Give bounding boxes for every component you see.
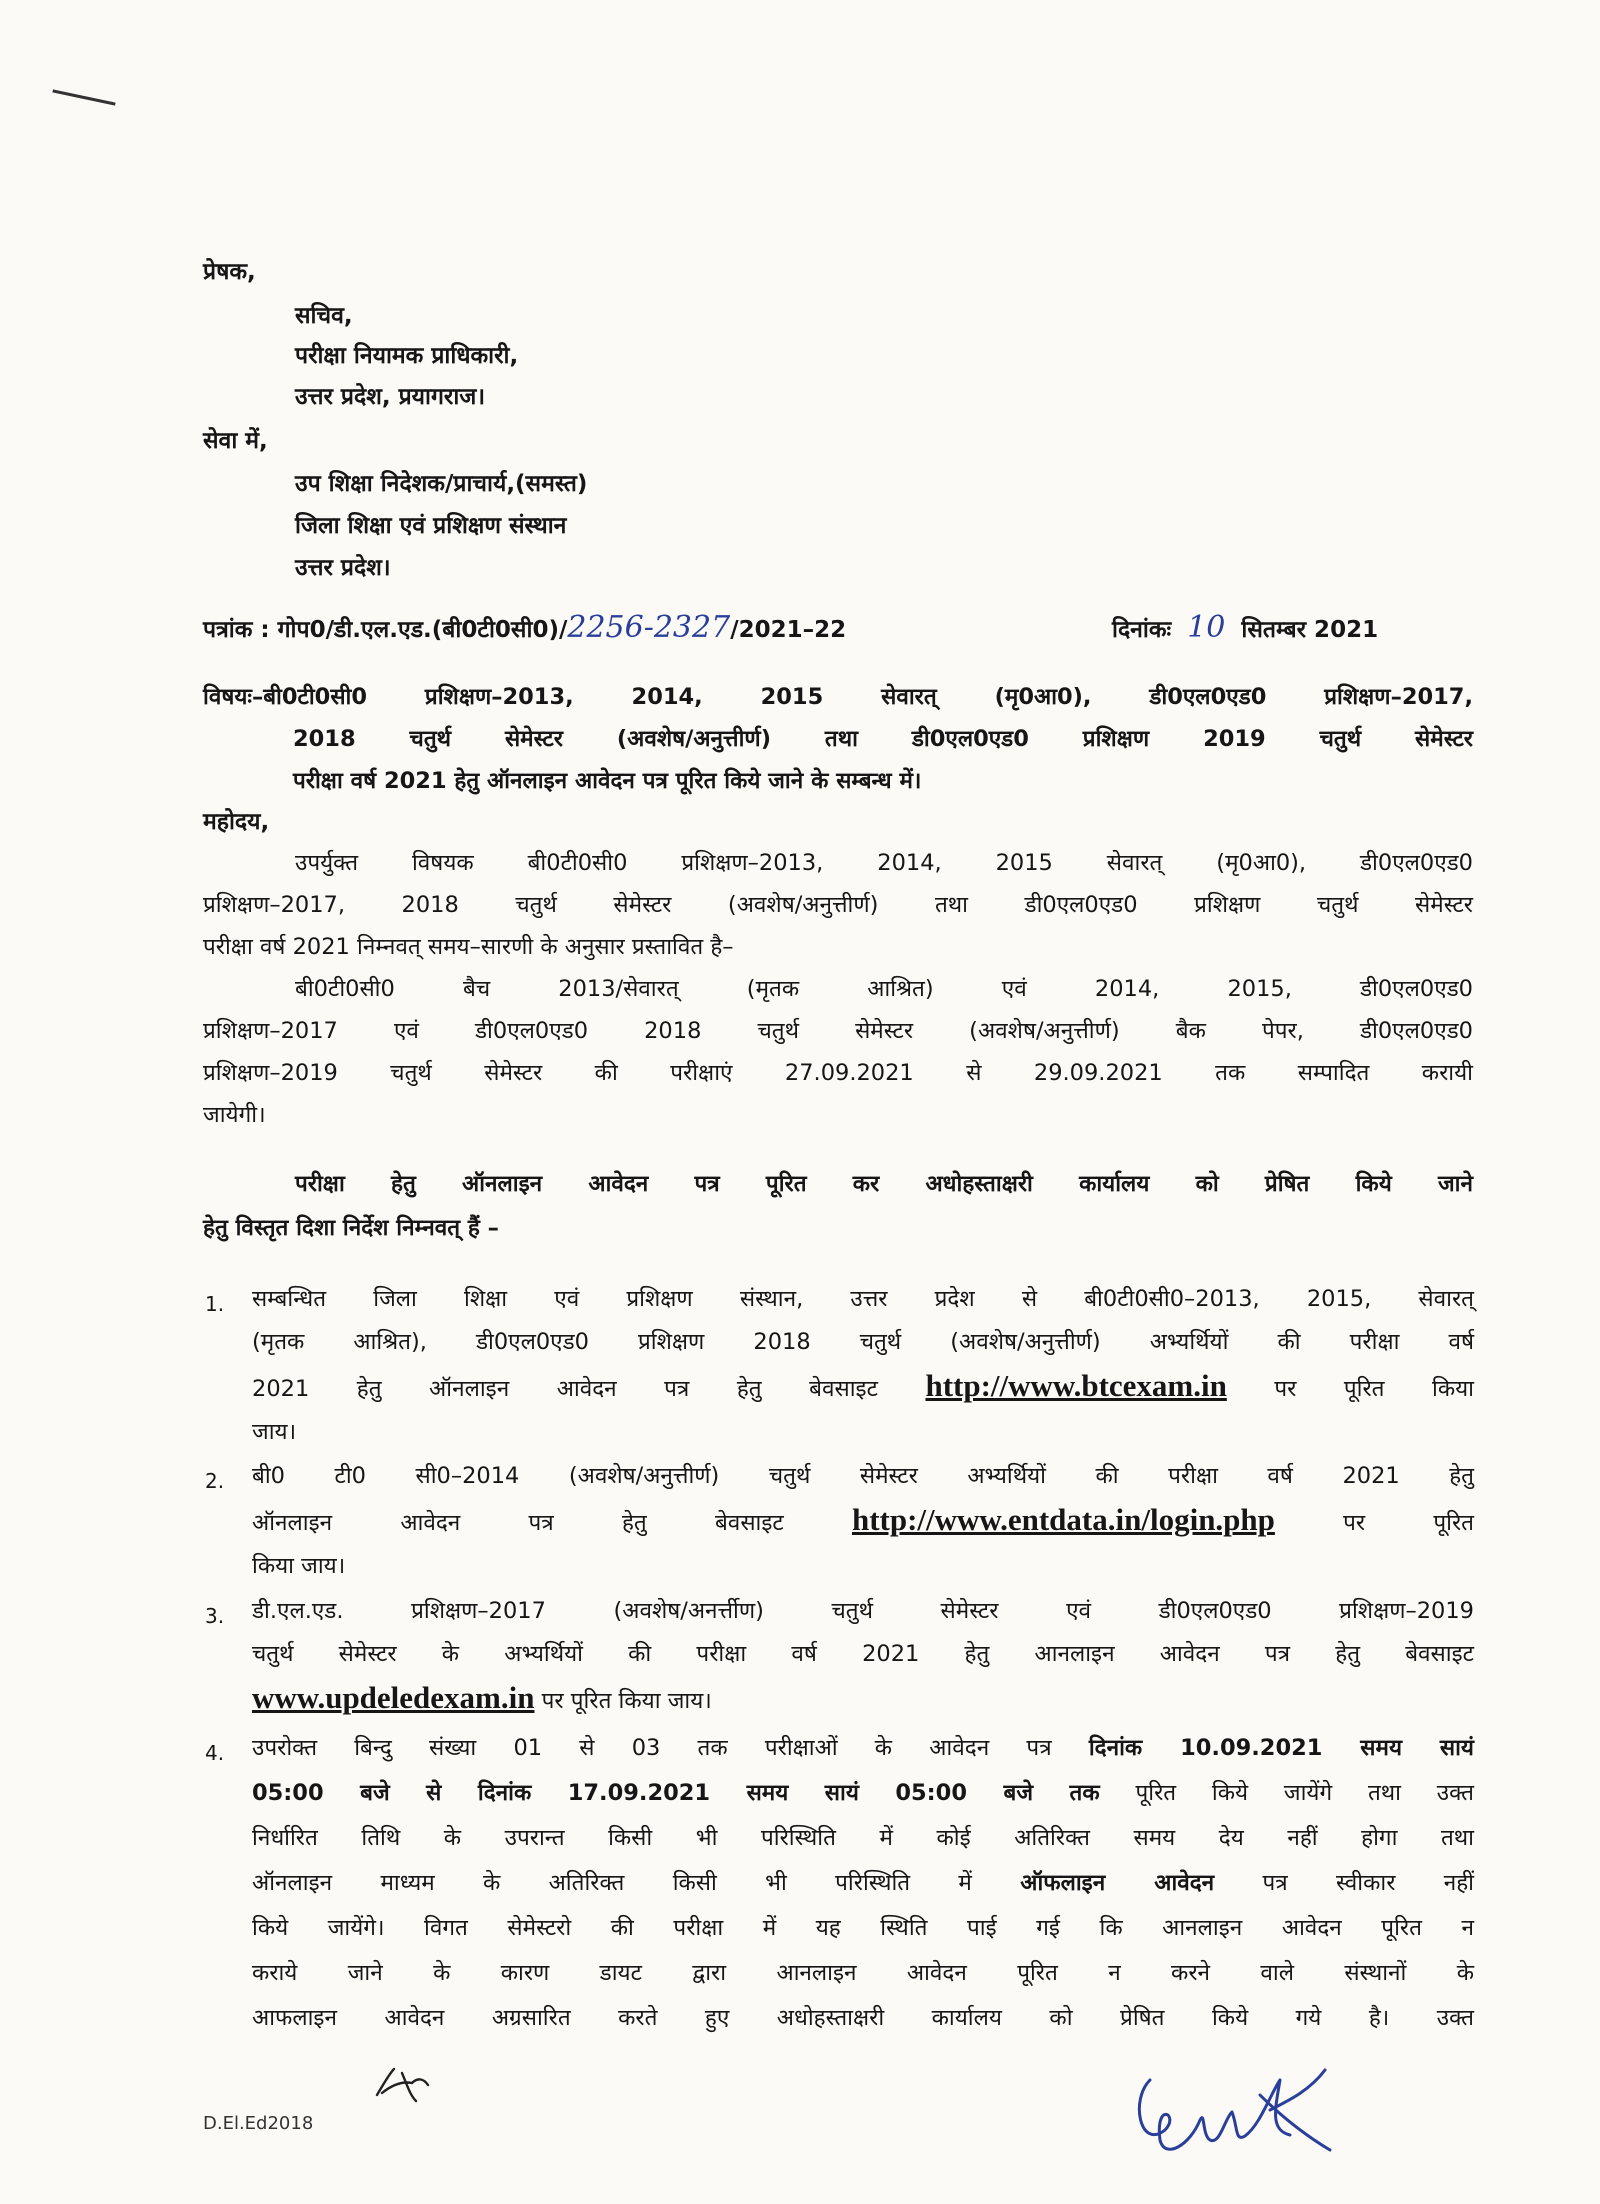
handwritten-letter-number: 2256-2327 [567,610,731,645]
instructions-heading-line-2: हेतु विस्तृत दिशा निर्देश निम्नवत् हैं – [203,1215,499,1241]
pen-stroke-mark [52,89,115,105]
btcexam-link[interactable]: http://www.btcexam.in [925,1368,1227,1403]
footer-document-code: D.El.Ed2018 [203,2113,314,2134]
item-2-text-after-url: पर पूरित [1343,1510,1474,1536]
sender-line-3: उत्तर प्रदेश, प्रयागराज। [295,384,486,410]
item-3-number: 3. [205,1604,225,1628]
item-4 [252,1726,1474,2041]
item-3-text-after-url: पर पूरित किया जाय। [541,1688,712,1714]
paragraph-2-line-2: प्रशिक्षण–2017 एवं डी0एल0एड0 2018 चतुर्थ सेमेस्टर (अवशेष/अनुत्तीर्ण) बैक पेपर, डी0एल0एड0 [203,1018,1473,1044]
date-rest: सितम्बर 2021 [1241,617,1379,643]
item-1-text-before-url: 2021 हेतु ऑनलाइन आवेदन पत्र हेतु बेवसाइट [252,1376,878,1402]
paragraph-1-line-3: परीक्षा वर्ष 2021 निम्नवत् समय–सारणी के अनुसार प्रस्तावित है– [203,934,734,960]
item-3 [252,1590,1474,1723]
item-4-line-1 [252,1726,1474,1771]
item-2-text-before-url: ऑनलाइन आवेदन पत्र हेतु बेवसाइट [252,1510,784,1536]
item-4-offline-application: ऑफलाइन आवेदन [1020,1870,1215,1896]
paragraph-2-line-3: प्रशिक्षण–2019 चतुर्थ सेमेस्टर की परीक्षाएं 27.09.2021 से 29.09.2021 तक सम्पादित करायी [203,1060,1473,1086]
officer-signature [1120,2040,1340,2170]
item-1-line-1: सम्बन्धित जिला शिक्षा एवं प्रशिक्षण संस्थान, उत्तर प्रदेश से बी0टी0सी0–2013, 2015, सेवारत् [252,1286,1474,1312]
item-2-number: 2. [205,1469,225,1493]
item-4-line-1-normal: उपरोक्त बिन्दु संख्या 01 से 03 तक परीक्षाओं के आवेदन पत्र [252,1735,1052,1761]
item-4-line-4-after: पत्र स्वीकार नहीं [1262,1870,1474,1896]
item-4-deadline-end: 05:00 बजे से दिनांक 17.09.2021 समय सायं 05:00 बजे तक [252,1780,1100,1806]
recipient-line-1: उप शिक्षा निदेशक/प्राचार्य,(समस्त) [295,471,588,497]
reference-year: /2021–22 [730,617,847,643]
item-3-line-3 [252,1676,1474,1723]
item-4-line-2 [252,1771,1474,1816]
item-3-line-1: डी.एल.एड. प्रशिक्षण–2017 (अवशेष/अनर्त्तीण) चतुर्थ सेमेस्टर एवं डी0एल0एड0 प्रशिक्षण–2019 [252,1598,1474,1624]
instructions-heading [203,1162,1473,1250]
from-label: प्रेषक, [203,259,256,285]
sender-line-2: परीक्षा नियामक प्राधिकारी, [295,343,519,369]
recipient-line-3: उत्तर प्रदेश। [295,555,391,581]
paragraph-2-line-4: जायेगी। [203,1102,266,1128]
item-1 [252,1278,1474,1454]
item-4-line-3: निर्धारित तिथि के उपरान्त किसी भी परिस्थिति में कोई अतिरिक्त समय देय नहीं होगा तथा [252,1825,1474,1851]
item-1-line-3 [252,1364,1474,1411]
subject-line-2: 2018 चतुर्थ सेमेस्टर (अवशेष/अनुत्तीर्ण) तथा डी0एल0एड0 प्रशिक्षण 2019 चतुर्थ सेमेस्टर [293,726,1473,752]
item-1-text-after-url: पर पूरित किया [1274,1376,1474,1402]
paragraph-1-line-2: प्रशिक्षण–2017, 2018 चतुर्थ सेमेस्टर (अवशेष/अनुत्तीर्ण) तथा डी0एल0एड0 प्रशिक्षण चतुर्थ सेमेस्टर [203,892,1473,918]
instructions-heading-line-1: परीक्षा हेतु ऑनलाइन आवेदन पत्र पूरित कर अधोहस्ताक्षरी कार्यालय को प्रेषित किये जाने [295,1171,1473,1197]
item-4-number: 4. [205,1741,225,1765]
recipient-line-2: जिला शिक्षा एवं प्रशिक्षण संस्थान [295,513,567,539]
item-4-line-5: किये जायेंगे। विगत सेमेस्टरो की परीक्षा में यह स्थिति पाई गई कि आनलाइन आवेदन पूरित न [252,1915,1474,1941]
item-4-line-7: आफलाइन आवेदन अग्रसारित करते हुए अधोहस्ताक्षरी कार्यालय को प्रेषित किये गये है। उक्त [252,2005,1474,2031]
item-2-line-3: किया जाय। [252,1553,346,1579]
subject-line-1: विषयः–बी0टी0सी0 प्रशिक्षण–2013, 2014, 2015 सेवारत् (मृ0आ0), डी0एल0एड0 प्रशिक्षण–2017, [203,684,1473,710]
paragraph-2-line-1: बी0टी0सी0 बैच 2013/सेवारत् (मृतक आश्रित) एवं 2014, 2015, डी0एल0एड0 [295,976,1473,1002]
sender-line-1: सचिव, [295,303,353,329]
handwritten-date-day: 10 [1187,610,1226,645]
to-label: सेवा में, [203,428,268,454]
item-4-line-4 [252,1861,1474,1906]
entdata-link[interactable]: http://www.entdata.in/login.php [851,1502,1275,1537]
item-1-line-4: जाय। [252,1419,297,1445]
paragraph-1-line-1: उपर्युक्त विषयक बी0टी0सी0 प्रशिक्षण–2013, 2014, 2015 सेवारत् (मृ0आ0), डी0एल0एड0 [295,850,1473,876]
reference-prefix: पत्रांक : गोप0/डी.एल.एड.(बी0टी0सी0)/ [203,617,568,643]
item-2-line-1: बी0 टी0 सी0–2014 (अवशेष/अनुत्तीर्ण) चतुर्थ सेमेस्टर अभ्यर्थियों की परीक्षा वर्ष 2021 हेतु [252,1463,1474,1489]
item-4-line-6: कराये जाने के कारण डायट द्वारा आनलाइन आवेदन पूरित न करने वाले संस्थानों के [252,1960,1474,1986]
date-label: दिनांकः [1112,617,1172,643]
subject-line-3: परीक्षा वर्ष 2021 हेतु ऑनलाइन आवेदन पत्र पूरित किये जाने के सम्बन्ध में। [293,768,922,794]
item-2 [252,1455,1474,1588]
updeledexam-link[interactable]: www.updeledexam.in [252,1680,535,1715]
letter-reference [203,612,846,646]
subject [203,676,1473,802]
letter-date [1112,612,1378,646]
item-1-line-2: (मृतक आश्रित), डी0एल0एड0 प्रशिक्षण 2018 चतुर्थ (अवशेष/अनुत्तीर्ण) अभ्यर्थियों की परीक्षा वर्ष [252,1329,1474,1355]
paragraph-1 [203,842,1473,968]
initials-signature [372,2065,432,2110]
item-1-number: 1. [205,1292,225,1316]
item-4-line-4-normal: ऑनलाइन माध्यम के अतिरिक्त किसी भी परिस्थिति में [252,1870,972,1896]
item-4-line-2-normal: पूरित किये जायेंगे तथा उक्त [1135,1780,1475,1806]
paragraph-2 [203,968,1473,1136]
item-3-line-2: चतुर्थ सेमेस्टर के अभ्यर्थियों की परीक्षा वर्ष 2021 हेतु आनलाइन आवेदन पत्र हेतु बेवसाइट [252,1641,1474,1667]
item-4-deadline-start: दिनांक 10.09.2021 समय सायं [1088,1735,1474,1761]
item-2-line-2 [252,1498,1474,1545]
salutation: महोदय, [203,809,270,835]
